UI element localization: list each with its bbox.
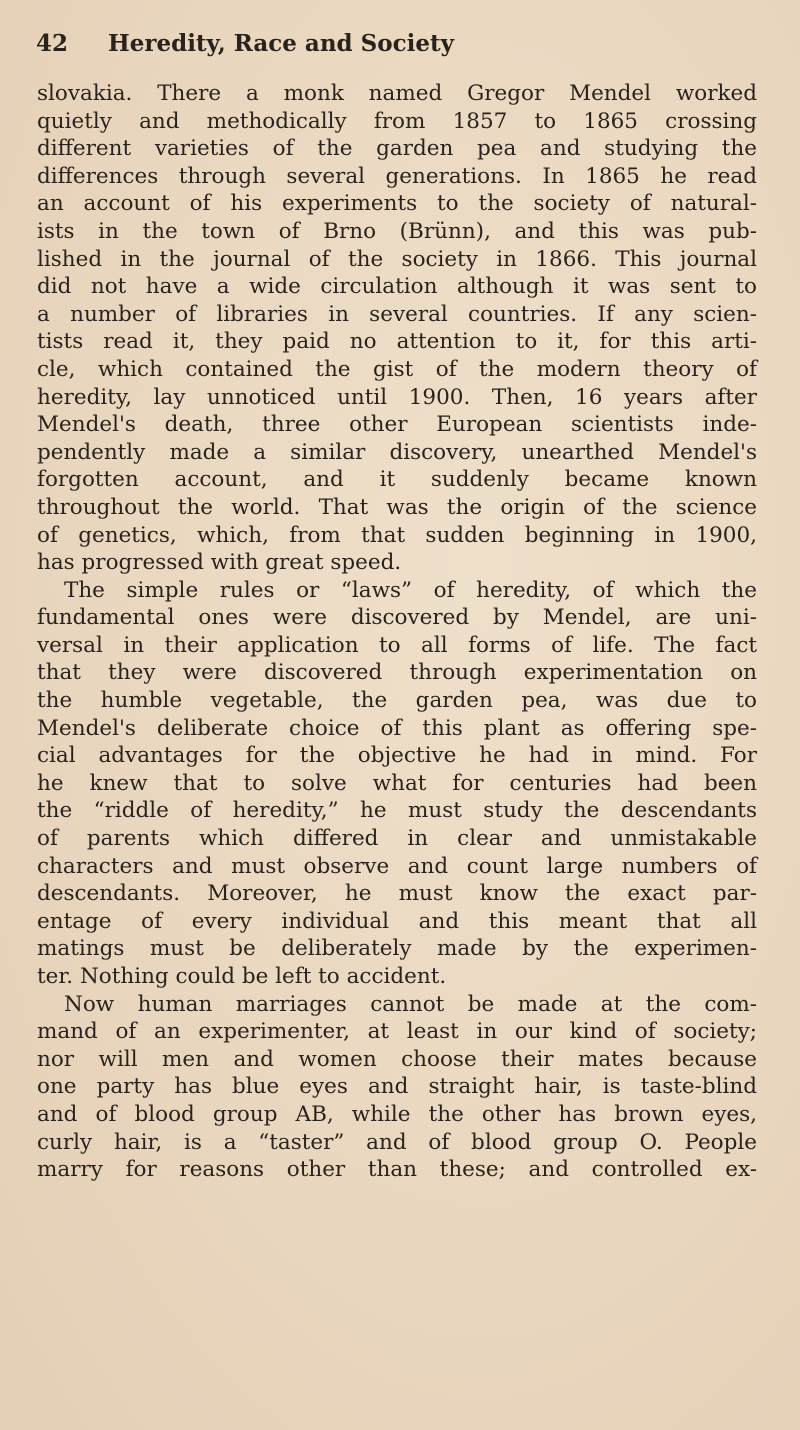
text-line: cle, which contained the gist of the modern theory of (37, 356, 757, 382)
running-header (36, 30, 776, 70)
text-line: ists in the town of Brno (Brünn), and this was pub- (37, 218, 757, 244)
text-line: nor will men and women choose their mates because (37, 1046, 757, 1072)
text-line: characters and must observe and count large numbers of (37, 853, 757, 879)
text-line: quietly and methodically from 1857 to 1865 crossing (37, 108, 757, 134)
text-line: that they were discovered through experimentation on (37, 660, 757, 686)
text-line: curly hair, is a “taster” and of blood group O. People (37, 1129, 757, 1155)
text-line: differences through several generations. In 1865 he read (37, 163, 757, 189)
text-line: forgotten account, and it suddenly became known (37, 467, 757, 493)
text-line: versal in their application to all forms of life. The fact (37, 632, 757, 658)
text-line: tists read it, they paid no attention to it, for this arti- (37, 329, 757, 355)
text-line: the humble vegetable, the garden pea, was due to (37, 688, 757, 714)
text-line: entage of every individual and this meant that all (37, 908, 757, 934)
text-line: pendently made a similar discovery, unearthed Mendel's (37, 439, 757, 465)
text-line: Now human marriages cannot be made at the com- (64, 991, 757, 1017)
text-line: of genetics, which, from that sudden beginning in 1900, (37, 522, 757, 548)
text-line: did not have a wide circulation although it was sent to (37, 274, 757, 300)
text-line: different varieties of the garden pea and studying the (37, 136, 757, 162)
text-line: Mendel's deliberate choice of this plant as offering spe- (37, 715, 757, 741)
text-line: slovakia. There a monk named Gregor Mendel worked (37, 81, 757, 106)
text-line: cial advantages for the objective he had in mind. For (37, 743, 757, 769)
text-line: has progressed with great speed. (37, 550, 402, 576)
text-line: one party has blue eyes and straight hair, is taste-blind (37, 1074, 757, 1100)
text-line: matings must be deliberately made by the experimen- (37, 936, 757, 962)
text-line: ter. Nothing could be left to accident. (37, 964, 447, 989)
page-number: 42 (36, 30, 69, 57)
text-line: lished in the journal of the society in 1866. This journal (37, 246, 757, 272)
text-line: he knew that to solve what for centuries had been (37, 770, 757, 796)
text-line: heredity, lay unnoticed until 1900. Then, 16 years after (37, 384, 757, 410)
running-title: Heredity, Race and Society (108, 30, 454, 57)
body-text (37, 80, 757, 1184)
text-line: fundamental ones were discovered by Mendel, are uni- (37, 605, 757, 631)
text-line: and of blood group AB, while the other has brown eyes, (37, 1101, 757, 1127)
text-line: descendants. Moreover, he must know the exact par- (37, 881, 757, 907)
text-line: throughout the world. That was the origin of the science (37, 494, 757, 520)
text-line: marry for reasons other than these; and controlled ex- (37, 1157, 757, 1183)
text-line: The simple rules or “laws” of heredity, of which the (64, 577, 757, 603)
text-line: Mendel's death, three other European scientists inde- (37, 412, 757, 438)
text-line: of parents which differed in clear and unmistakable (37, 826, 757, 852)
text-line: a number of libraries in several countries. If any scien- (37, 301, 757, 327)
text-line: an account of his experiments to the society of natural- (37, 191, 757, 217)
text-line: the “riddle of heredity,” he must study the descendants (37, 798, 757, 824)
text-line: mand of an experimenter, at least in our kind of society; (37, 1019, 757, 1045)
